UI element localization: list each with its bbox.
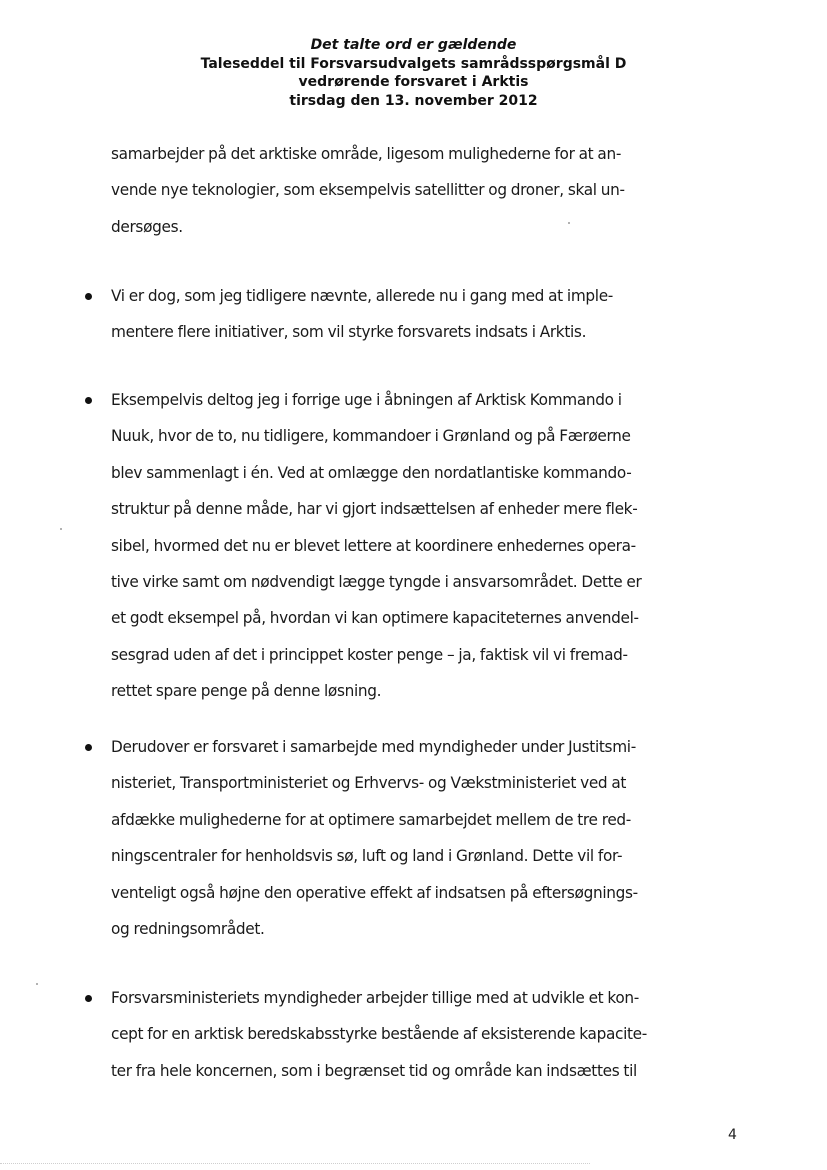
text-line: rettet spare penge på denne løsning. <box>111 681 382 701</box>
scan-speck <box>568 222 570 224</box>
bullet-dot <box>85 397 92 404</box>
text-line: Derudover er forsvaret i samarbejde med myndigheder under Justitsmi- <box>111 737 636 756</box>
text-line: samarbejder på det arktiske område, ligesom mulighederne for at an- <box>111 144 622 163</box>
text-line: tive virke samt om nødvendigt lægge tyngde i ansvarsområdet. Dette er <box>111 572 642 592</box>
bullet-point <box>85 293 95 303</box>
text-line: et godt eksempel på, hvordan vi kan optimere kapaciteternes anvendel- <box>111 608 639 628</box>
bullet-dot <box>85 995 92 1002</box>
text-line: cept for en arktisk beredskabsstyrke bestående af eksisterende kapacite- <box>111 1024 647 1044</box>
text-line: Nuuk, hvor de to, nu tidligere, kommandoer i Grønland og på Færøerne <box>111 426 631 446</box>
header-subject: vedrørende forsvaret i Arktis <box>298 74 529 90</box>
text-line: afdække mulighederne for at optimere samarbejdet mellem de tre red- <box>111 809 631 829</box>
page-number: 4 <box>728 1127 737 1143</box>
paragraph-bullet-3 <box>111 729 713 947</box>
header-date: tirsdag den 13. november 2012 <box>289 92 538 109</box>
text-line: mentere flere initiativer, som vil styrke forsvarets indsats i Arktis. <box>111 322 587 342</box>
paragraph-bullet-1 <box>111 278 713 351</box>
paragraph-continuation <box>111 136 713 245</box>
bullet-point <box>85 744 95 754</box>
text-line: Forsvarsministeriets myndigheder arbejder tillige med at udvikle et kon- <box>111 988 639 1007</box>
text-line: nisteriet, Transportministeriet og Erhvervs- og Vækstministeriet ved at <box>111 773 627 793</box>
text-line: ningscentraler for henholdsvis sø, luft og land i Grønland. Dette vil for- <box>111 846 623 866</box>
text-line: dersøges. <box>111 216 183 236</box>
text-line: Eksempelvis deltog jeg i forrige uge i åbningen af Arktisk Kommando i <box>111 390 622 409</box>
scan-speck <box>60 528 62 530</box>
bullet-point <box>85 995 95 1005</box>
bullet-point <box>85 397 95 407</box>
text-line: og redningsområdet. <box>111 919 265 939</box>
header-notice: Det talte ord er gældende <box>310 37 517 53</box>
text-line: struktur på denne måde, har vi gjort indsættelsen af enheder mere flek- <box>111 499 638 519</box>
text-line: Vi er dog, som jeg tidligere nævnte, allerede nu i gang med at imple- <box>111 286 614 305</box>
text-line: blev sammenlagt i én. Ved at omlægge den nordatlantiske kommando- <box>111 462 632 482</box>
text-line: venteligt også højne den operative effekt af indsatsen på eftersøgnings- <box>111 882 638 902</box>
paragraph-bullet-2 <box>111 382 713 710</box>
paragraph-bullet-4 <box>111 980 713 1089</box>
bullet-dot <box>85 293 92 300</box>
text-line: ter fra hele koncernen, som i begrænset tid og område kan indsættes til <box>111 1060 637 1080</box>
scan-edge-line <box>0 1163 590 1164</box>
bullet-dot <box>85 744 92 751</box>
text-line: sibel, hvormed det nu er blevet lettere at koordinere enhedernes opera- <box>111 535 636 555</box>
text-line: sesgrad uden af det i princippet koster penge – ja, faktisk vil vi fremad- <box>111 644 628 664</box>
header-title: Taleseddel til Forsvarsudvalgets samrådsspørgsmål D <box>200 55 627 72</box>
scan-speck <box>36 983 38 985</box>
text-line: vende nye teknologier, som eksempelvis satellitter og droner, skal un- <box>111 180 625 200</box>
page-header <box>0 36 827 110</box>
